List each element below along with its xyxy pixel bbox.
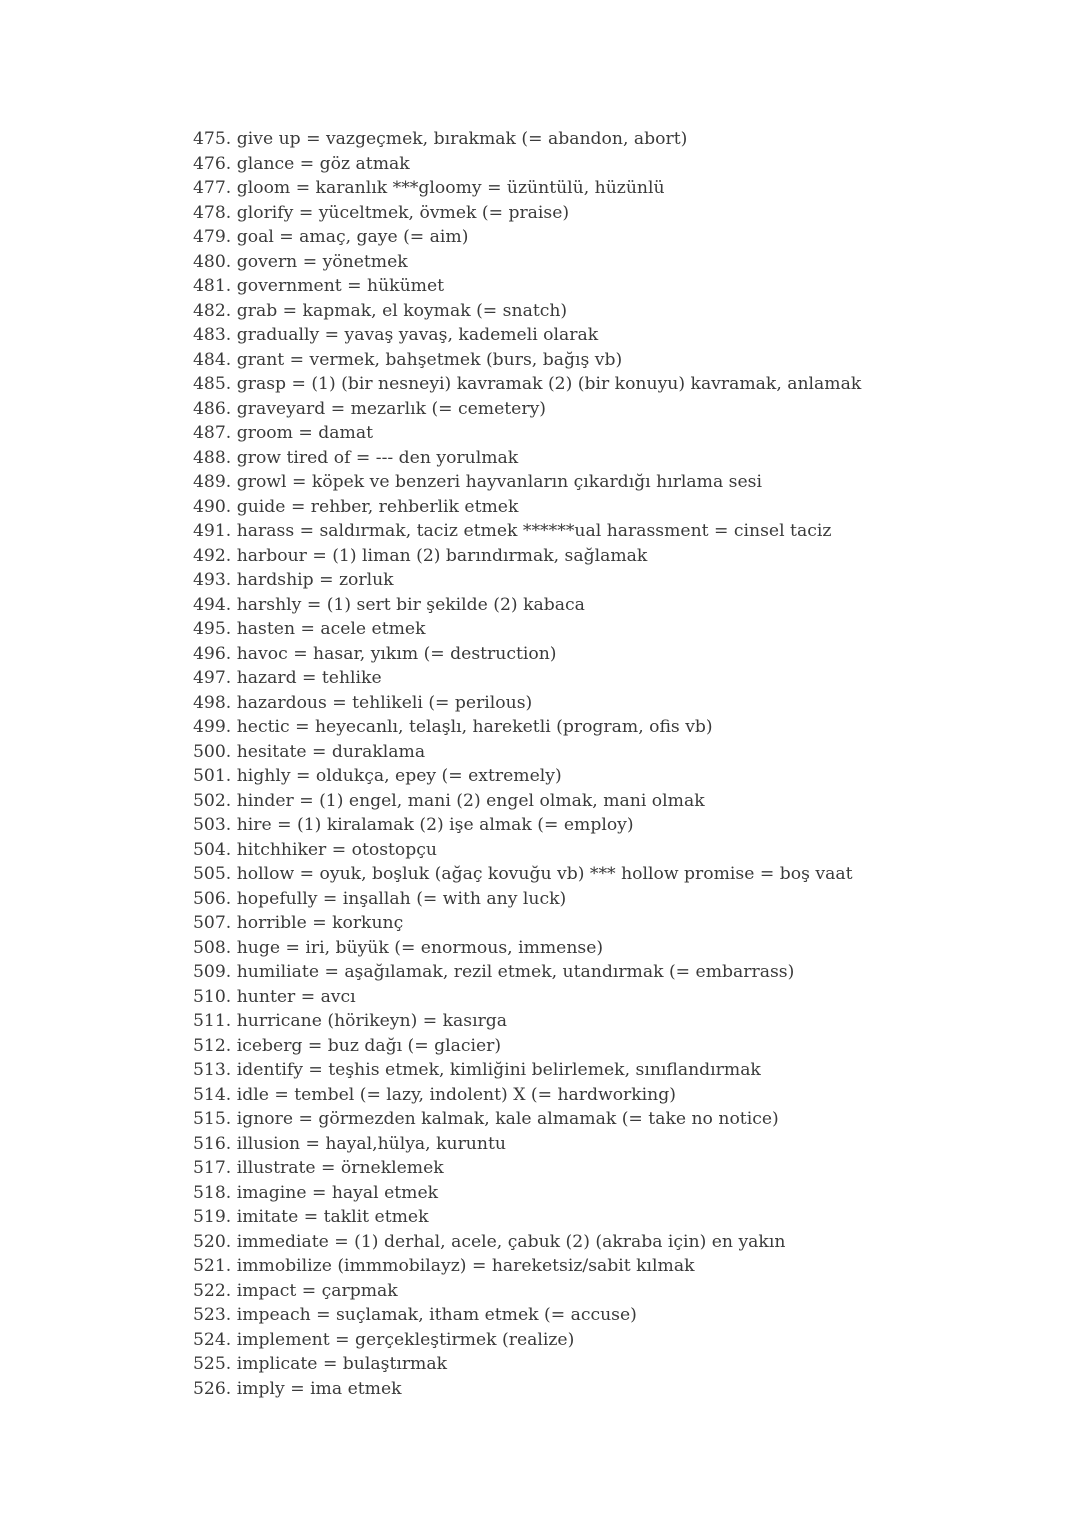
- list-item: 475. give up = vazgeçmek, bırakmak (= abandon, abort): [193, 129, 688, 149]
- list-item: 502. hinder = (1) engel, mani (2) engel olmak, mani olmak: [193, 790, 705, 811]
- vocabulary-list: [193, 127, 1053, 1401]
- list-item: 515. ignore = görmezden kalmak, kale almamak (= take no notice): [193, 1109, 779, 1129]
- list-item: 485. grasp = (1) (bir nesneyi) kavramak (2) (bir konuyu) kavramak, anlamak: [193, 374, 862, 394]
- list-item: 493. hardship = zorluk: [193, 570, 394, 590]
- list-item: 505. hollow = oyuk, boşluk (ağaç kovuğu vb) *** hollow promise = boş vaat: [193, 864, 853, 884]
- list-item: 478. glorify = yüceltmek, övmek (= praise): [193, 202, 570, 223]
- list-item: 486. graveyard = mezarlık (= cemetery): [193, 398, 546, 419]
- list-item: 518. imagine = hayal etmek: [193, 1182, 439, 1203]
- list-item: 523. impeach = suçlamak, itham etmek (= accuse): [193, 1305, 637, 1325]
- list-item: 489. growl = köpek ve benzeri hayvanların çıkardığı hırlama sesi: [193, 472, 762, 492]
- list-item: 496. havoc = hasar, yıkım (= destruction): [193, 643, 557, 664]
- list-item: 521. immobilize (immmobilayz) = hareketsiz/sabit kılmak: [193, 1256, 695, 1276]
- list-item: 522. impact = çarpmak: [193, 1280, 398, 1301]
- list-item: 512. iceberg = buz dağı (= glacier): [193, 1035, 502, 1056]
- list-item: 509. humiliate = aşağılamak, rezil etmek, utandırmak (= embarrass): [193, 962, 795, 982]
- list-item: 500. hesitate = duraklama: [193, 741, 426, 762]
- list-item: 495. hasten = acele etmek: [193, 619, 426, 639]
- list-item: 514. idle = tembel (= lazy, indolent) X (= hardworking): [193, 1084, 676, 1105]
- list-item: 480. govern = yönetmek: [193, 251, 408, 272]
- list-item: 517. illustrate = örneklemek: [193, 1158, 444, 1178]
- list-item: 484. grant = vermek, bahşetmek (burs, bağış vb): [193, 349, 623, 370]
- list-item: 513. identify = teşhis etmek, kimliğini belirlemek, sınıflandırmak: [193, 1060, 761, 1080]
- list-item: 524. implement = gerçekleştirmek (realize): [193, 1329, 575, 1350]
- list-item: 520. immediate = (1) derhal, acele, çabuk (2) (akraba için) en yakın: [193, 1231, 786, 1252]
- list-item: 497. hazard = tehlike: [193, 668, 382, 688]
- list-item: 510. hunter = avcı: [193, 986, 356, 1007]
- list-item: 479. goal = amaç, gaye (= aim): [193, 227, 469, 247]
- list-item: 516. illusion = hayal,hülya, kuruntu: [193, 1133, 506, 1154]
- list-item: 494. harshly = (1) sert bir şekilde (2) kabaca: [193, 594, 585, 615]
- list-item: 482. grab = kapmak, el koymak (= snatch): [193, 300, 568, 321]
- list-item: 504. hitchhiker = otostopçu: [193, 839, 437, 860]
- list-item: 506. hopefully = inşallah (= with any luck): [193, 888, 567, 909]
- list-item: 481. government = hükümet: [193, 276, 445, 296]
- list-item: 487. groom = damat: [193, 423, 373, 443]
- list-item: 526. imply = ima etmek: [193, 1378, 402, 1399]
- list-item: 519. imitate = taklit etmek: [193, 1207, 429, 1227]
- list-item: 476. glance = göz atmak: [193, 153, 410, 174]
- list-item: 511. hurricane (hörikeyn) = kasırga: [193, 1011, 508, 1031]
- list-item: 492. harbour = (1) liman (2) barındırmak, sağlamak: [193, 545, 648, 566]
- list-item: 499. hectic = heyecanlı, telaşlı, hareketli (program, ofis vb): [193, 717, 713, 737]
- list-item: 491. harass = saldırmak, taciz etmek ******ual harassment = cinsel taciz: [193, 521, 832, 541]
- list-item: 501. highly = oldukça, epey (= extremely): [193, 766, 562, 786]
- list-item: 525. implicate = bulaştırmak: [193, 1354, 448, 1374]
- list-item: 503. hire = (1) kiralamak (2) işe almak (= employ): [193, 815, 634, 835]
- list-item: 507. horrible = korkunç: [193, 913, 404, 933]
- list-item: 477. gloom = karanlık ***gloomy = üzüntülü, hüzünlü: [193, 178, 665, 198]
- list-item: 488. grow tired of = --- den yorulmak: [193, 447, 519, 468]
- list-item: 483. gradually = yavaş yavaş, kademeli olarak: [193, 325, 599, 345]
- list-item: 498. hazardous = tehlikeli (= perilous): [193, 692, 533, 713]
- list-item: 508. huge = iri, büyük (= enormous, immense): [193, 937, 604, 958]
- list-item: 490. guide = rehber, rehberlik etmek: [193, 496, 519, 517]
